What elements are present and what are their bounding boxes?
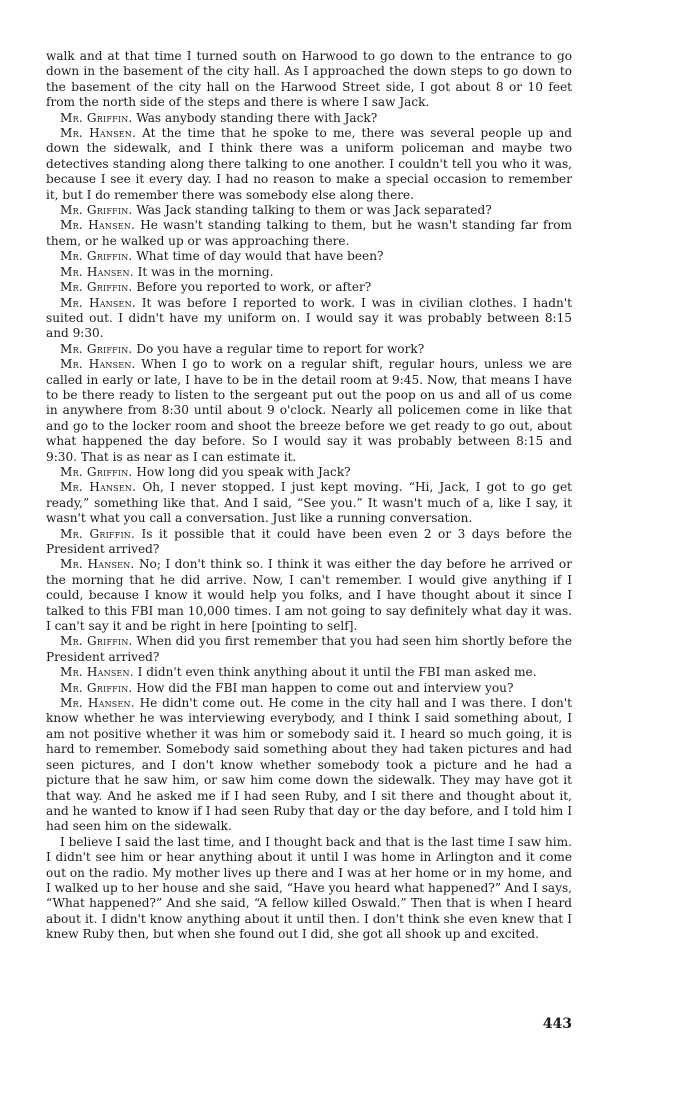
- speaker-label: Mr. Griffin.: [60, 526, 136, 541]
- paragraph: [46, 665, 572, 680]
- speaker-label: Mr. Griffin.: [60, 110, 133, 125]
- paragraph: [46, 342, 572, 357]
- paragraph: [46, 49, 572, 111]
- paragraph: [46, 835, 572, 943]
- paragraph: [46, 126, 572, 203]
- speaker-label: Mr. Hansen.: [60, 665, 134, 680]
- paragraph-text: Is it possible that it could have been even 2 or 3 days before the President arrived?: [46, 526, 572, 556]
- paragraph-text: Do you have a regular time to report for work?: [136, 341, 425, 356]
- paragraph-text: No; I don't think so. I think it was either the day before he arrived or the morning that he did arrive. Now, I can't remember. I would give anything if I could, because I know it would help you folks, and I have thought about it since I talked to this FBI man 10,000 times. I am not going to say definitely what day it was. I can't say it and be right in here [pointing to self].: [46, 557, 572, 634]
- paragraph-text: walk and at that time I turned south on Harwood to go down to the entrance to go down in the basement of the city hall. As I approached the down steps to go down to the basement of the city hall on the Harwood Street side, I got about 8 or 10 feet from the north side of the steps and there is where I saw Jack.: [46, 49, 572, 110]
- speaker-label: Mr. Hansen.: [60, 557, 135, 572]
- speaker-label: Mr. Hansen.: [60, 126, 137, 141]
- paragraph: [46, 527, 572, 558]
- paragraph-text: I didn't even think anything about it until the FBI man asked me.: [137, 665, 537, 680]
- transcript-page: [46, 49, 572, 943]
- speaker-label: Mr. Hansen.: [60, 218, 136, 233]
- speaker-label: Mr. Griffin.: [60, 203, 133, 218]
- speaker-label: Mr. Griffin.: [60, 249, 133, 264]
- paragraph-text: It was in the morning.: [137, 264, 274, 279]
- paragraph-text: When did you first remember that you had seen him shortly before the President arrived?: [46, 634, 572, 664]
- paragraph: [46, 249, 572, 264]
- speaker-label: Mr. Griffin.: [60, 280, 133, 295]
- paragraph: [46, 218, 572, 249]
- paragraph-text: He wasn't standing talking to them, but he wasn't standing far from them, or he walked up or was approaching there.: [46, 218, 572, 248]
- speaker-label: Mr. Hansen.: [60, 357, 136, 372]
- paragraph: [46, 280, 572, 295]
- speaker-label: Mr. Griffin.: [60, 341, 133, 356]
- speaker-label: Mr. Griffin.: [60, 464, 133, 479]
- paragraph: [46, 681, 572, 696]
- paragraph: [46, 480, 572, 526]
- paragraph-text: Oh, I never stopped. I just kept moving. “Hi, Jack, I got to go get ready,” something like that. And I said, “See you.” It wasn't much of a, like I say, it wasn't what you call a conversation. Just like a running conversation.: [46, 480, 572, 526]
- paragraph: [46, 557, 572, 634]
- speaker-label: Mr. Hansen.: [60, 480, 137, 495]
- paragraph-text: He didn't come out. He come in the city hall and I was there. I don't know whether he was interviewing everybody, and I think I said something about, I am not positive whether it was him or somebody said it. I heard so much going, it is hard to remember. Somebody said something about they had taken pictures and had seen pictures, and I don't know whether somebody took a picture and he had a picture that he saw him, or saw him come down the sidewalk. They may have got it that way. And he asked me if I had seen Ruby, and I sit there and thought about it, and he wanted to know if I had seen Ruby that day or the day before, and I told him I had seen him on the sidewalk.: [46, 696, 572, 834]
- paragraph-text: How long did you speak with Jack?: [136, 464, 351, 479]
- paragraph-text: I believe I said the last time, and I thought back and that is the last time I saw him. I didn't see him or hear anything about it until I was home in Arlington and it come out on the radio. My mother lives up there and I was at her home or in my home, and I walked up to her house and she said, “Have you heard what happened?” And I says, “What happened?” And she said, “A fellow killed Oswald.” Then that is when I heard about it. I didn't know anything about it until then. I don't think she even knew that I knew Ruby then, but when she found out I did, she got all shook up and excited.: [46, 834, 572, 942]
- paragraph: [46, 465, 572, 480]
- paragraph-text: It was before I reported to work. I was in civilian clothes. I hadn't suited out. I didn't have my uniform on. I would say it was probably between 8:15 and 9:30.: [46, 295, 572, 341]
- speaker-label: Mr. Hansen.: [60, 696, 135, 711]
- paragraph: [46, 696, 572, 835]
- speaker-label: Mr. Hansen.: [60, 295, 136, 310]
- paragraph: [46, 634, 572, 665]
- speaker-label: Mr. Hansen.: [60, 264, 134, 279]
- paragraph: [46, 203, 572, 218]
- speaker-label: Mr. Griffin.: [60, 680, 133, 695]
- paragraph-text: What time of day would that have been?: [136, 249, 384, 264]
- paragraph-text: When I go to work on a regular shift, regular hours, unless we are called in early or late, I have to be in the detail room at 9:45. Now, that means I have to be there ready to listen to the sergeant put out the poop on us and all of us come in anywhere from 8:30 until about 9 o'clock. Nearly all policemen come in like that and go to the locker room and shoot the breeze before we get ready to go out, about what happened the day before. So I would say it was probably between 8:15 and 9:30. That is as near as I can estimate it.: [46, 357, 572, 464]
- paragraph-text: How did the FBI man happen to come out and interview you?: [136, 680, 514, 695]
- page-number: 443: [542, 1016, 572, 1032]
- paragraph: [46, 265, 572, 280]
- paragraph-text: Was anybody standing there with Jack?: [136, 110, 378, 125]
- paragraph-text: Was Jack standing talking to them or was Jack separated?: [136, 203, 492, 218]
- paragraph-text: At the time that he spoke to me, there was several people up and down the sidewalk, and I think there was a uniform policeman and maybe two detectives standing along there talking to one another. I couldn't tell you who it was, because I see it every day. I had no reason to make a special occasion to remember it, but I do remember there was somebody else along there.: [46, 126, 572, 202]
- paragraph-text: Before you reported to work, or after?: [136, 280, 372, 295]
- speaker-label: Mr. Griffin.: [60, 634, 133, 649]
- paragraph: [46, 357, 572, 465]
- paragraph: [46, 296, 572, 342]
- paragraph: [46, 111, 572, 126]
